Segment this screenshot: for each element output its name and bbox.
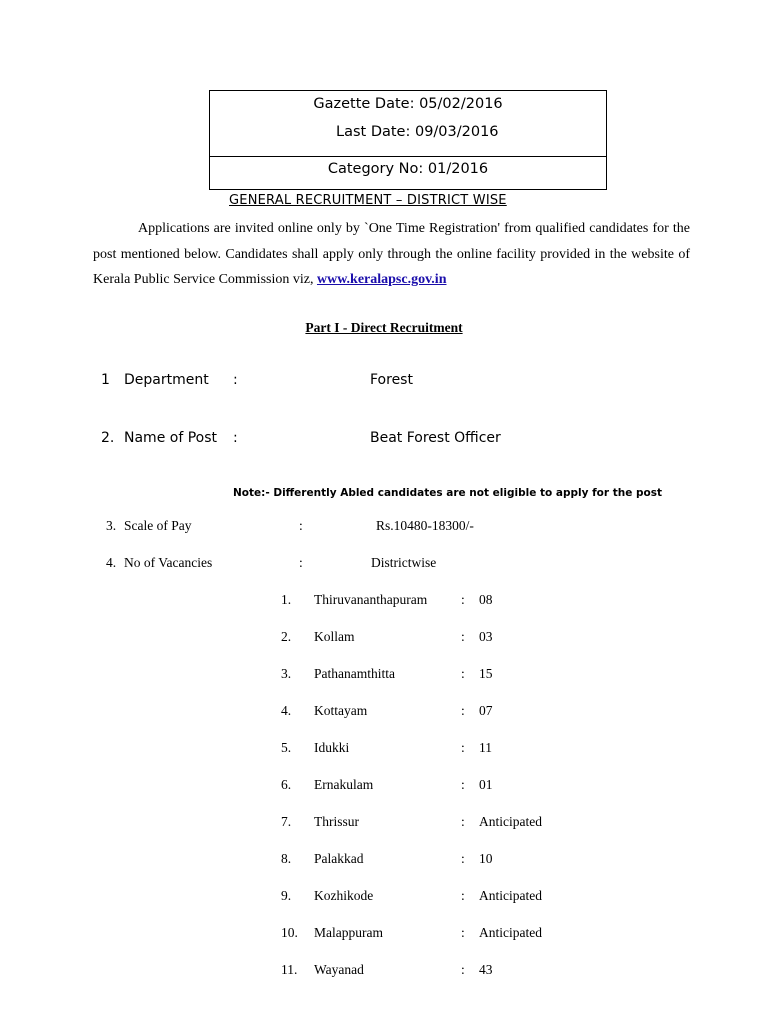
district-name: Thrissur	[314, 814, 359, 829]
part-title: Part I - Direct Recruitment	[305, 320, 463, 335]
district-name: Ernakulam	[314, 777, 374, 792]
kerala-psc-link[interactable]: www.keralapsc.gov.in	[316, 272, 447, 287]
field-vacancies-label: No of Vacancies	[124, 555, 213, 570]
district-vacancy: 01	[479, 777, 493, 792]
field-pay-colon: :	[299, 518, 303, 533]
intro-paragraph	[93, 216, 690, 293]
district-colon: :	[461, 925, 465, 940]
district-number: 4.	[281, 703, 292, 718]
district-name: Idukki	[314, 740, 350, 755]
district-number: 6.	[281, 777, 292, 792]
district-colon: :	[461, 814, 465, 829]
district-name: Kollam	[314, 629, 355, 644]
district-vacancy: 43	[479, 962, 493, 977]
district-name: Kottayam	[314, 703, 368, 718]
field-department-value: Forest	[370, 372, 413, 388]
header-box-divider	[210, 156, 606, 157]
field-pay-value: Rs.10480-18300/-	[376, 518, 474, 533]
field-post-value: Beat Forest Officer	[370, 430, 501, 446]
district-vacancy: 15	[479, 666, 493, 681]
district-vacancy: Anticipated	[479, 925, 542, 940]
district-number: 10.	[281, 925, 298, 940]
district-vacancy: 07	[479, 703, 493, 718]
district-colon: :	[461, 592, 465, 607]
field-vacancies-colon: :	[299, 555, 303, 570]
field-vacancies-value: Districtwise	[371, 555, 437, 570]
district-name: Kozhikode	[314, 888, 374, 903]
header-box	[209, 90, 607, 190]
field-post-label: Name of Post	[124, 430, 217, 446]
district-vacancy: Anticipated	[479, 814, 542, 829]
category-number: Category No: 01/2016	[327, 161, 489, 177]
district-colon: :	[461, 888, 465, 903]
district-number: 8.	[281, 851, 292, 866]
district-colon: :	[461, 740, 465, 755]
field-post-colon: :	[233, 430, 238, 446]
field-post-number: 2.	[101, 430, 115, 446]
intro-text: Applications are invited online only by `One Time Registration' from qualified candidates for the post mentioned below. Candidates shall apply only through the online facility provided in the website of Kerala Public Service Commission viz,	[93, 221, 690, 287]
field-department-number: 1	[101, 372, 110, 388]
field-department-label: Department	[124, 372, 209, 388]
district-colon: :	[461, 703, 465, 718]
field-vacancies-number: 4.	[106, 555, 117, 570]
district-vacancy: 10	[479, 851, 493, 866]
district-number: 2.	[281, 629, 292, 644]
district-vacancy: Anticipated	[479, 888, 542, 903]
district-number: 11.	[281, 962, 298, 977]
district-colon: :	[461, 666, 465, 681]
field-department-colon: :	[233, 372, 238, 388]
district-vacancy: 03	[479, 629, 493, 644]
field-pay-number: 3.	[106, 518, 117, 533]
district-number: 7.	[281, 814, 292, 829]
last-date: Last Date: 09/03/2016	[336, 124, 499, 140]
district-name: Malappuram	[314, 925, 383, 940]
district-name: Thiruvananthapuram	[314, 592, 428, 607]
district-colon: :	[461, 851, 465, 866]
district-name: Wayanad	[314, 962, 364, 977]
district-number: 3.	[281, 666, 292, 681]
gazette-date: Gazette Date: 05/02/2016	[313, 96, 503, 112]
district-vacancy: 08	[479, 592, 493, 607]
district-colon: :	[461, 962, 465, 977]
district-colon: :	[461, 777, 465, 792]
note-text: Note:- Differently Abled candidates are not eligible to apply for the post	[233, 487, 662, 499]
district-name: Pathanamthitta	[314, 666, 395, 681]
section-title: GENERAL RECRUITMENT – DISTRICT WISE	[229, 193, 507, 208]
field-pay-label: Scale of Pay	[124, 518, 192, 533]
district-number: 5.	[281, 740, 292, 755]
district-number: 9.	[281, 888, 292, 903]
district-number: 1.	[281, 592, 292, 607]
district-vacancy: 11	[479, 740, 492, 755]
district-name: Palakkad	[314, 851, 364, 866]
district-colon: :	[461, 629, 465, 644]
